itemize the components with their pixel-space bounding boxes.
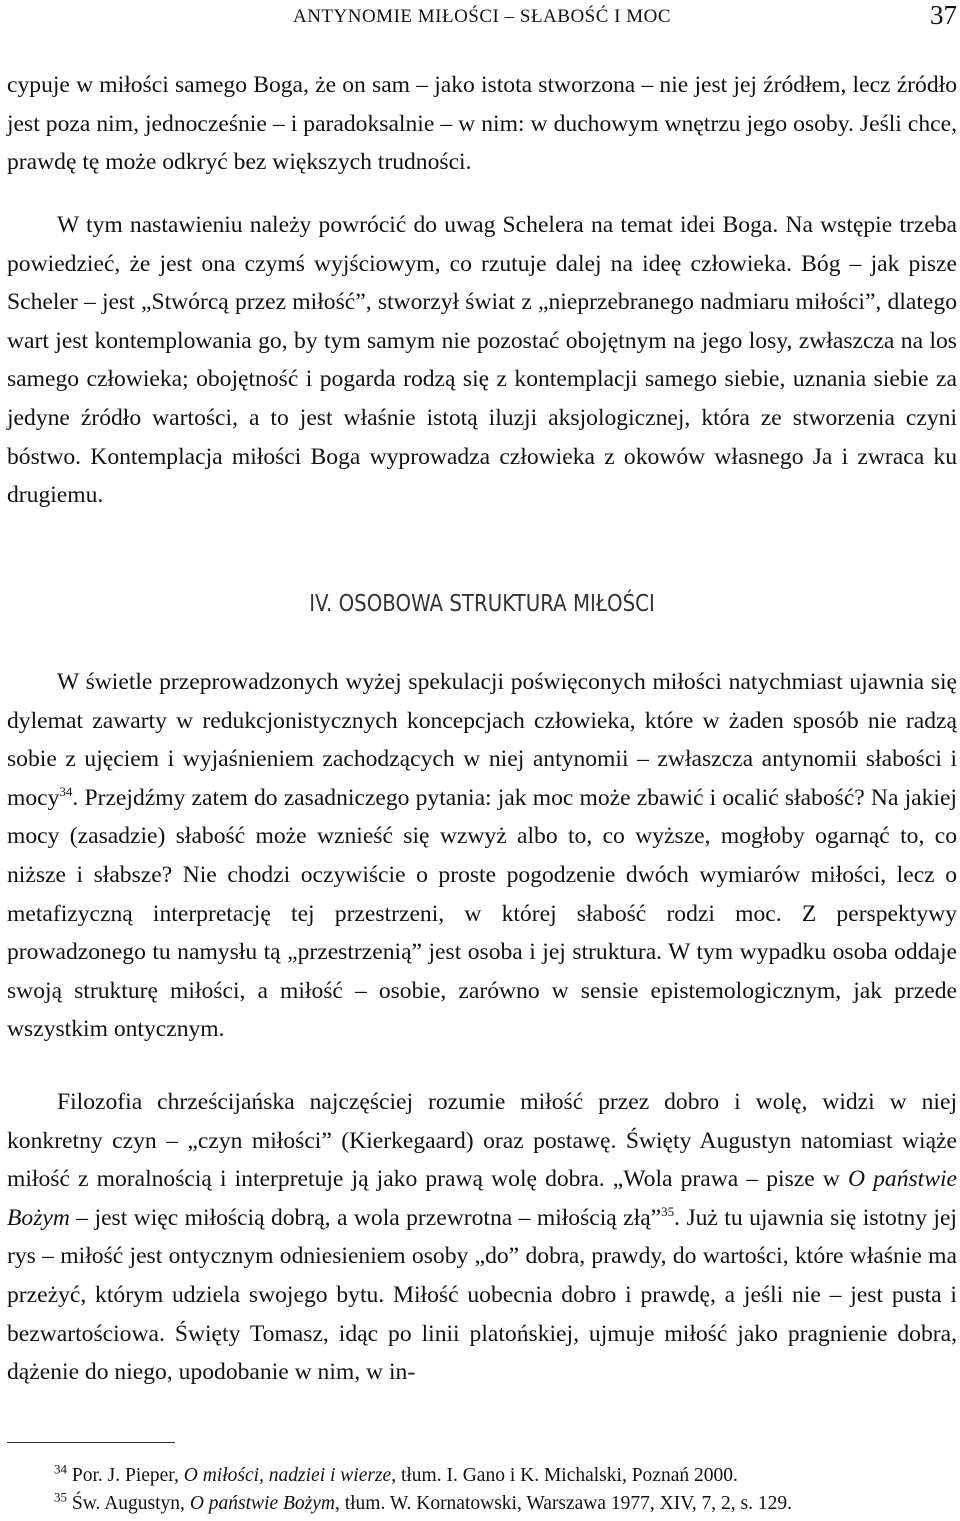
footnote-35 bbox=[54, 1489, 954, 1516]
footnote-number: 35 bbox=[54, 1489, 67, 1505]
paragraph-text: Filozofia chrześcijańska najczęściej rozumie miłość przez dobro i wolę, widzi w niej konkretny czyn – „czyn miłości” (Kierkegaard) oraz postawę. Święty Augustyn natomiast wiąże miłość z moralnością i interpretuje ją jako prawą wolę dobra. „Wola prawa – pisze w bbox=[7, 1089, 957, 1193]
page-number: 37 bbox=[930, 0, 957, 30]
paragraph-text: . Przejdźmy zatem do zasadniczego pytania: jak moc może zbawić i ocalić słabość? Na jakiej mocy (zasadzie) słabość może wznieść się wzwyż albo to, co wyższe, mogłoby ogarnąć to, co niższe i słabsze? Nie chodzi oczywiście o proste pogodzenie dwóch wymiarów miłości, lecz o metafizyczną interpretację tej przestrzeni, w której słabość rodzi moc. Z perspektywy prowadzonego tu namysłu tą „przestrzenią” jest osoba i jej struktura. W tym wypadku osoba oddaje swoją strukturę miłości, a miłość – osobie, zarówno w sensie epistemologicznym, jak przede wszystkim ontycznym. bbox=[7, 784, 957, 1043]
work-title: O państwie Bożym bbox=[7, 1166, 957, 1231]
footnote-title: O miłości, nadziei i wierze bbox=[183, 1465, 392, 1486]
footnote-text: Por. J. Pieper, bbox=[67, 1465, 184, 1486]
footnote-number: 34 bbox=[54, 1461, 67, 1477]
book-page bbox=[7, 0, 957, 1521]
paragraph-text: . Już tu ujawnia się istotny jej rys – miłość jest ontycznym odniesieniem osoby „do” dobra, prawdy, do wartości, które właśnie ma przeżyć, którym udziela swojego bytu. Miłość uobecnia dobro i prawdę, a jeśli nie – jest pusta i bezwartościowa. Święty Tomasz, idąc po linii platońskiej, ujmuje miłość jako pragnienie dobra, dążenie do niego, upodobanie w nim, w in- bbox=[7, 1204, 957, 1386]
footnote-title: O państwie Bożym bbox=[189, 1493, 335, 1514]
footnote-text: , tłum. W. Kornatowski, Warszawa 1977, XIV, 7, 2, s. 129. bbox=[334, 1493, 792, 1514]
footnote-divider bbox=[7, 1442, 175, 1443]
section-heading: IV. OSOBOWA STRUKTURA MIŁOŚCI bbox=[309, 591, 655, 617]
footnote-ref-35[interactable]: 35 bbox=[661, 1203, 675, 1219]
running-header bbox=[7, 2, 957, 32]
paragraph-scheler: W tym nastawieniu należy powrócić do uwag Schelera na temat idei Boga. Na wstępie trzeba powiedzieć, że jest ona czymś wyjściowym, co rzutuje dalej na ideę człowieka. Bóg – jak pisze Scheler – jest „Stwórcą przez miłość”, stworzył świat z „nieprzebranego nadmiaru miłości”, dlatego wart jest kontemplowania go, by tym samym nie pozostać obojętnym na jego losy, zwłaszcza na los samego człowieka; obojętność i pogarda rodzą się z kontemplacji samego siebie, uznania siebie za jedyne źródło wartości, a to jest właśnie istotą iluzji aksjologicznej, która ze stworzenia czyni bóstwo. Kontemplacja miłości Boga wyprowadza człowieka z okowów własnego Ja i zwraca ku drugiemu. bbox=[7, 212, 957, 509]
footnote-text: Św. Augustyn, bbox=[67, 1493, 190, 1514]
footnote-text: , tłum. I. Gano i K. Michalski, Poznań 2000. bbox=[391, 1465, 738, 1486]
running-title: ANTYNOMIE MIŁOŚCI – SŁABOŚĆ I MOC bbox=[292, 6, 672, 27]
paragraph-christian-philosophy bbox=[7, 1083, 957, 1392]
paragraph-continuation: cypuje w miłości samego Boga, że on sam – jako istota stworzona – nie jest jej źródłem, lecz źródło jest poza nim, jednocześnie – i paradoksalnie – w nim: w duchowym wnętrzu jego osoby. Jeśli chce, prawdę tę może odkryć bez większych trudności. bbox=[7, 72, 957, 176]
paragraph-text: – jest więc miłością dobrą, a wola przewrotna – miłością złą” bbox=[69, 1204, 662, 1231]
paragraph-structure bbox=[7, 663, 957, 1049]
footnote-34 bbox=[54, 1461, 954, 1488]
footnote-ref-34[interactable]: 34 bbox=[59, 783, 73, 799]
paragraph-text: W świetle przeprowadzonych wyżej spekulacji poświęconych miłości natychmiast ujawnia się dylemat zawarty w redukcjonistycznych koncepcjach człowieka, które w żaden sposób nie radzą sobie z ujęciem i wyjaśnieniem zachodzących w niej antynomii – zwłaszcza antynomii słabości i mocy bbox=[7, 669, 957, 811]
